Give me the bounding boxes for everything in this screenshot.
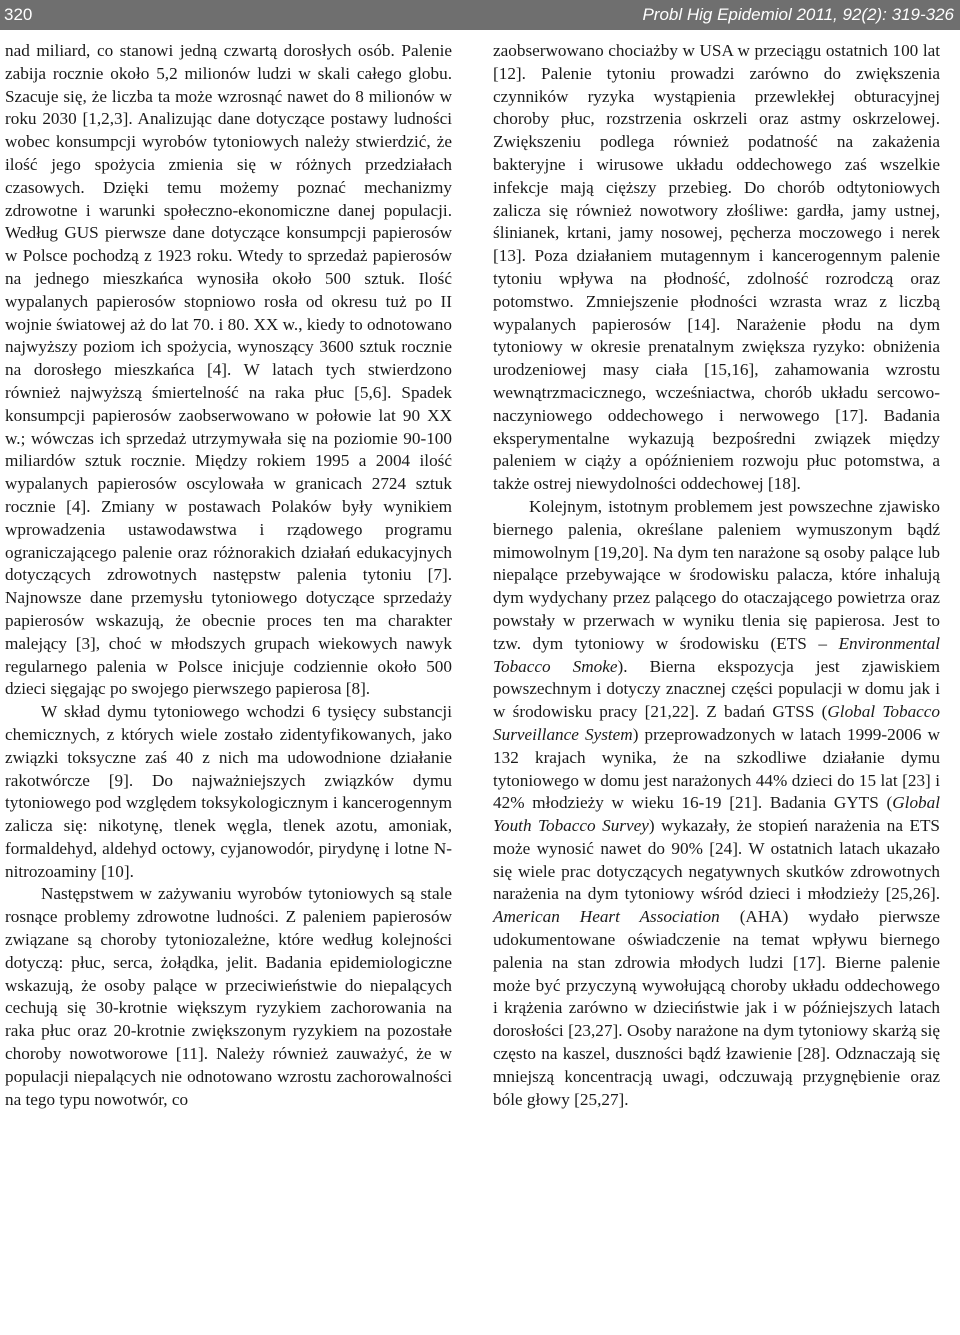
text-segment: ) wykazały, że stopień narażenia na ETS może wynosić nawet do 90% [24]. W ostatnich latach ukazało się wiele prac dotyczących negatywnych skutków zdrowotnych narażenia na dym tytoniowy wśród dzieci i młodzieży [25,26]. (493, 816, 940, 904)
text-segment: Kolejnym, istotnym problemem jest powszechne zjawisko biernego palenia, określane paleniem wymuszonym bądź mimowolnym [19,20]. Na dym ten narażone są osoby palące lub niepalące przebywające w środowisku palacza, które inhalują dym wydychany przez palącego do otaczającego powietrza oraz powstały w przerwach w wyniku tlenia się papierosa. Jest to tzw. dym tytoniowy w środowisku (ETS – (493, 496, 940, 653)
paragraph-smoke-composition: W skład dymu tytoniowego wchodzi 6 tysięcy substancji chemicznych, z których wiele zostało zidentyfikowanych, jako związki toksyczne zaś 40 z nich ma udowodnione działanie rakotwórcze [9]. Do najważniejszych związków dymu tytoniowego pod względem toksykologicznym i kancerogennym zalicza się: nikotynę, tlenek węgla, tlenek azotu, amoniak, formaldehyd, aldehyd octowy, cyjanowodór, pirydynę i lotne N-nitrozoaminy [10]. (5, 702, 452, 881)
term-ets: Environmental Tobacco Smoke (493, 633, 940, 676)
text-segment: ) przeprowadzonych w latach 1999-2006 w 132 krajach wynika, że na szkodliwe działanie dymu tytoniowego w domu jest narażonych 44% dzieci do 15 lat [23] i 42% młodzieży w wieku 16-19 [21]. Badania GYTS ( (493, 724, 940, 813)
paragraph-health-problems: Następstwem w zażywaniu wyrobów tytoniowych są stale rosnące problemy zdrowotne ludności. Z paleniem papierosów związane są choroby tytoniozależne, które według kolejności dotyczą: płuc, serca, żołądka, jelit. Badania epidemiologiczne wskazują, że osoby palące w przeciwieństwie do niepalących cechują się 30-krotnie większym ryzykiem zachorowania na raka płuc oraz 20-krotnie zwiększonym ryzykiem na pozostałe choroby nowotworowe [11]. Należy również zauważyć, że w populacji niepalących nie odnotowano wzrostu zachorowalności na tego typu nowotwór, co (5, 884, 452, 1109)
term-aha: American Heart Association (493, 907, 720, 927)
term-gtss: Global Tobacco Surveillance System (493, 702, 941, 744)
paragraph-passive-smoking (493, 496, 940, 1112)
text-segment: (AHA) wydało pierwsze udokumentowane oświadczenie na temat wpływu biernego palenia na stan zdrowia młodych ludzi [17]. Bierne palenie może być przyczyną wywołującą choroby układu oddechowego i krążenia zarówno w dzieciństwie jak i w późniejszych latach dorosłości [23,27]. Osoby narażone na dym tytoniowy skarżą się często na kaszel, duszności bądź łzawienie [28]. Odznaczają się mniejszą koncentracją uwagi, odczuwają przygnębienie oraz bóle głowy [25,27]. (493, 907, 940, 1109)
left-column (5, 40, 452, 1111)
paragraph-continued-right: zaobserwowano chociażby w USA w przeciągu ostatnich 100 lat [12]. Palenie tytoniu prowadzi zarówno do zwiększenia czynników ryzyka wystąpienia przewlekłej obturacyjnej choroby płuc, rozstrzenia oskrzeli oraz astmy oskrzelowej. Zwiększeniu podlega również podatność na zakażenia bakteryjne i wirusowe układu oddechowego zaś wszelkie infekcje mają cięższy przebieg. Do chorób odtytoniowych zalicza się również nowotwory złośliwe: gardła, jamy ustnej, ślinianek, krtani, jamy nosowej, pęcherza moczowego i nerek [13]. Poza działaniem mutagennym i kancerogennym palenie tytoniu wpływa na płodność, zdolność rozrodczą oraz potomstwo. Zmniejszenie płodności wzrasta wraz z liczbą wypalanych papierosów [14]. Narażenie płodu na dym tytoniowy w okresie prenatalnym zwiększa ryzyko: obniżenia urodzeniowej masy ciała [15,16], zahamowania wzrostu wewnątrzmacicznego, wcześniactwa, chorób układu sercowo-naczyniowego oddechowego i nerwowego [17]. Badania eksperymentalne wykazują bezpośredni związek między paleniem w ciąży a opóźnieniem rozwoju płuc potomstwa, a także ostrej niewydolności oddechowej [18]. (493, 41, 940, 494)
term-gyts: Global Youth Tobacco Survey (493, 793, 940, 836)
page-header (0, 0, 960, 30)
text-segment: ). Bierna ekspozycja jest zjawiskiem powszechnym i dotyczy znacznej części populacji w domu jak i w środowisku pracy [21,22]. Z badań GTSS ( (493, 656, 940, 722)
page-number: 320 (4, 5, 33, 24)
right-column (493, 40, 940, 1111)
journal-citation: Probl Hig Epidemiol 2011, 92(2): 319-326 (642, 5, 954, 24)
paragraph-continued: nad miliard, co stanowi jedną czwartą dorosłych osób. Palenie zabija rocznie około 5,2 milionów ludzi w skali całego globu. Szacuje się, że liczba ta może wzrosnąć nawet do 8 milionów w roku 2030 [1,2,3]. Analizując dane dotyczące postawy ludności wobec konsumpcji wyrobów tytoniowych należy stwierdzić, że ilość jego spożycia zmienia się w różnych przedziałach czasowych. Dzięki temu możemy poznać mechanizmy zdrowotne i warunki społeczno-ekonomiczne danej populacji. Według GUS pierwsze dane dotyczące konsumpcji papierosów w Polsce pochodzą z 1923 roku. Wtedy to sprzedaż papierosów na jednego mieszkańca wynosiła około 500 sztuk. Ilość wypalanych papierosów stopniowo rosła od okresu tuż po II wojnie światowej aż do lat 70. i 80. XX w., kiedy to odnotowano najwyższy poziom ich spożycia, wynoszący 3600 sztuk rocznie na dorosłego mieszkańca [4]. W latach tych stwierdzono również najwyższą śmiertelność na raka płuc [5,6]. Spadek konsumpcji papierosów zaobserwowano w połowie lat 90 XX w.; wówczas ich sprzedaż utrzymywała się na poziomie 90-100 miliardów sztuk rocznie. Między rokiem 1995 a 2004 ilość wypalanych papierosów oscylowała w granicach 2724 sztuk rocznie [4]. Zmiany w postawach Polaków były wynikiem wprowadzenia ustawodawstwa i rządowego programu ograniczającego palenie oraz różnorakich działań edukacyjnych dotyczących zdrowotnych następstw palenia tytoniu [7]. Najnowsze dane przemysłu tytoniowego dotyczące sprzedaży papierosów wskazują, że obecnie proces ten ma charakter malejący [3], choć w młodszych grupach wiekowych nawyk regularnego palenia w Polsce inicjuje codziennie około 500 dzieci sięgając po swojego pierwszego papierosa [8]. (5, 41, 452, 699)
